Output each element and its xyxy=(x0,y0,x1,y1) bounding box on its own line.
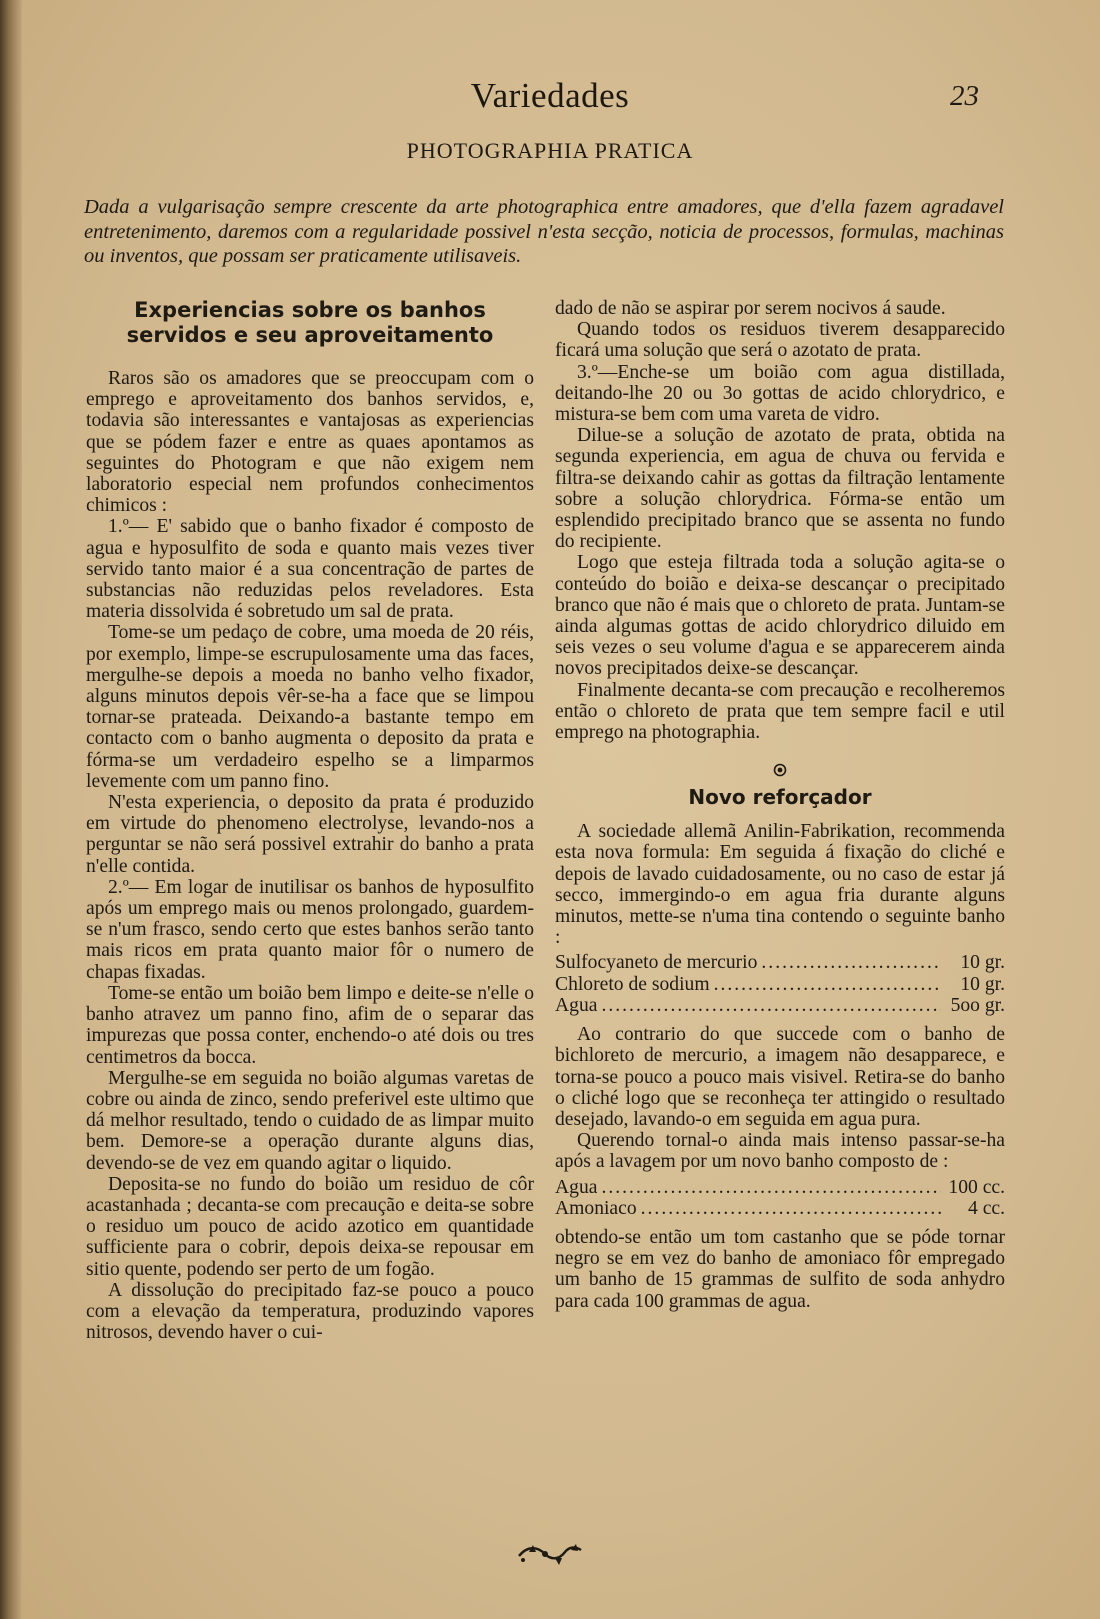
ingredient-name: Amoniaco xyxy=(555,1197,637,1219)
recipe-table xyxy=(555,1177,1005,1219)
recipe-row xyxy=(555,974,1005,995)
section-heading: PHOTOGRAPHIA PRATICA xyxy=(406,138,694,163)
ingredient-quantity: 100 cc. xyxy=(948,1176,1005,1198)
paragraph: A dissolução do precipitado faz-se pouco a pouco com a elevação da temperatura, produzindo vapores nitrosos, devendo haver o cui- xyxy=(86,1279,534,1344)
leader-dots xyxy=(714,974,941,995)
recipe-row xyxy=(555,995,1005,1016)
ingredient-quantity: 4 cc. xyxy=(968,1197,1005,1219)
floral-ornament-icon xyxy=(0,1540,1100,1573)
article-title: Novo reforçador xyxy=(688,785,872,810)
leader-dots xyxy=(641,1198,941,1219)
ingredient-quantity: 5oo gr. xyxy=(950,994,1005,1016)
ingredient-name: Sulfocyaneto de mercurio xyxy=(555,952,758,974)
leader-dots xyxy=(761,952,941,973)
paragraph: Ao contrario do que succede com o banho de bichloreto de mercurio, a imagem não desapparece, e torna-se pouco a pouco mais visivel. Retira-se do banho o cliché logo que se reconheça ter attingido o resultado desejado, lavando-o em seguida em agua pura. xyxy=(555,1024,1005,1130)
ingredient-name: Agua xyxy=(555,994,598,1016)
paragraph: Deposita-se no fundo do boião um residuo de côr acastanhada ; decanta-se com precaução e deita-se sobre o residuo um pouco de acido azotico em quantidade sufficiente para o cobrir, depois deixa-se repousar em sitio quente, podendo ser perto de um fogão. xyxy=(86,1173,534,1280)
paragraph: Finalmente decanta-se com precaução e recolheremos então o chloreto de prata que tem sempre facil e util emprego na photographia. xyxy=(555,679,1005,744)
paragraph: Logo que esteja filtrada toda a solução agita-se o conteúdo do boião e deixa-se descançar o precipitado branco que não é mais que o chloreto de prata. Juntam-se ainda algumas gottas de acido chlorydrico diluido em seis vezes o seu volume d'agua e se apparecerem ainda novos precipitados deixe-se descançar. xyxy=(555,552,1005,680)
paragraph: obtendo-se então um tom castanho que se póde tornar negro se em vez do banho de amoniaco fôr empregado um banho de 15 grammas de sulfito de soda anhydro para cada 100 grammas de agua. xyxy=(555,1226,1005,1312)
article-title: Experiencias sobre os banhos servidos e seu aproveitamento xyxy=(126,298,494,347)
recipe-table xyxy=(555,952,1005,1016)
paragraph: Dilue-se a solução de azotato de prata, obtida na segunda experiencia, em agua de chuva ou fervida e filtra-se deixando cahir as gottas da filtração lentamente sobre a solução chlorydrica. Fórma-se então um esplendido precipitado branco que se assenta no fundo do recipiente. xyxy=(555,425,1005,553)
ingredient-quantity: 10 gr. xyxy=(960,952,1005,974)
paragraph: Mergulhe-se em seguida no boião algumas varetas de cobre ou ainda de zinco, sendo preferivel este ultimo que dá melhor resultado, tendo o cuidado de as limpar muito bem. Demore-se a operação durante alguns dias, devendo-se de vez em quando agitar o liquido. xyxy=(86,1067,534,1174)
ingredient-name: Agua xyxy=(555,1176,598,1198)
paragraph: dado de não se aspirar por serem nocivos á saude. xyxy=(555,298,946,319)
running-title: Variedades xyxy=(470,76,630,115)
paragraph: Tome-se então um boião bem limpo e deite-se n'elle o banho atravez um panno fino, afim de o separar das impurezas que possa conter, enchendo-o até dois ou tres centimetros da bocca. xyxy=(86,982,534,1068)
paragraph: 2.º— Em logar de inutilisar os banhos de hyposulfito após um emprego mais ou menos prolongado, guardem-se n'um frasco, sendo certo que estes banhos serão tanto mais ricos em prata quanto maior fôr o numero de chapas fixadas. xyxy=(86,876,534,983)
paragraph: Tome-se um pedaço de cobre, uma moeda de 20 réis, por exemplo, limpe-se escrupulosamente uma das faces, mergulhe-se depois a moeda no banho velho fixador, alguns minutos depois vêr-se-ha a face que se limpou tornar-se prateada. Deixando-a bastante tempo em contacto com o banho augmenta o deposito da prata e fórma-se um verdadeiro espelho se a limparmos levemente com um panno fino. xyxy=(86,622,534,792)
recipe-row xyxy=(555,952,1005,973)
recipe-row xyxy=(555,1177,1005,1198)
recipe-row xyxy=(555,1198,1005,1219)
paragraph: Quando todos os residuos tiverem desapparecido ficará uma solução que será o azotato de prata. xyxy=(555,319,1005,362)
paragraph: Raros são os amadores que se preoccupam com o emprego e aproveitamento dos banhos servidos, e, todavia são interessantes e vantajosas as experiencias que se pódem fazer e entre as quaes apontamos as seguintes do Photogram e que não exigem nem laboratorio especial nem profundos conhecimentos chimicos : xyxy=(86,368,534,517)
paragraph: A sociedade allemã Anilin-Fabrikation, recommenda esta nova formula: Em seguida á fixação do cliché e depois de lavado cuidadosamente, ou no caso de estar já secco, immergindo-o em agua fria durante alguns minutos, mette-se n'uma tina contendo o seguinte banho : xyxy=(555,821,1005,949)
article-body-right xyxy=(555,298,1005,743)
section-divider-icon xyxy=(555,763,1005,781)
right-column xyxy=(555,298,1005,1312)
ingredient-name: Chloreto de sodium xyxy=(555,973,710,995)
left-column xyxy=(86,298,534,1343)
section-intro: Dada a vulgarisação sempre crescente da arte photographica entre amadores, que d'ella fazem agradavel entretenimento, daremos com a regularidade possivel n'esta secção, noticia de processos, formulas, machinas ou inventos, que possam ser praticamente utilisaveis. xyxy=(84,196,1004,267)
leader-dots xyxy=(601,1177,941,1198)
paragraph: Querendo tornal-o ainda mais intenso passar-se-ha após a lavagem por um novo banho composto de : xyxy=(555,1130,1005,1173)
paragraph: 1.º— E' sabido que o banho fixador é composto de agua e hyposulfito de soda e quanto mais vezes tiver servido tanto maior é a sua concentração de partes de substancias não reduzidas pelos reveladores. Esta materia dissolvida é sobretudo um sal de prata. xyxy=(86,516,534,623)
paragraph: N'esta experiencia, o deposito da prata é produzido em virtude do phenomeno electrolyse, levando-nos a perguntar se não será possivel extrahir do banho a prata n'elle contida. xyxy=(86,792,534,877)
page-number: 23 xyxy=(950,80,979,112)
book-spine xyxy=(0,0,22,1619)
article-body-left xyxy=(86,368,534,1343)
ingredient-quantity: 10 gr. xyxy=(960,973,1005,995)
paragraph: 3.º—Enche-se um boião com agua distillada, deitando-lhe 20 ou 3o gottas de acido chlorydrico, e mistura-se bem com uma vareta de vidro. xyxy=(555,361,1005,426)
leader-dots xyxy=(601,995,941,1016)
